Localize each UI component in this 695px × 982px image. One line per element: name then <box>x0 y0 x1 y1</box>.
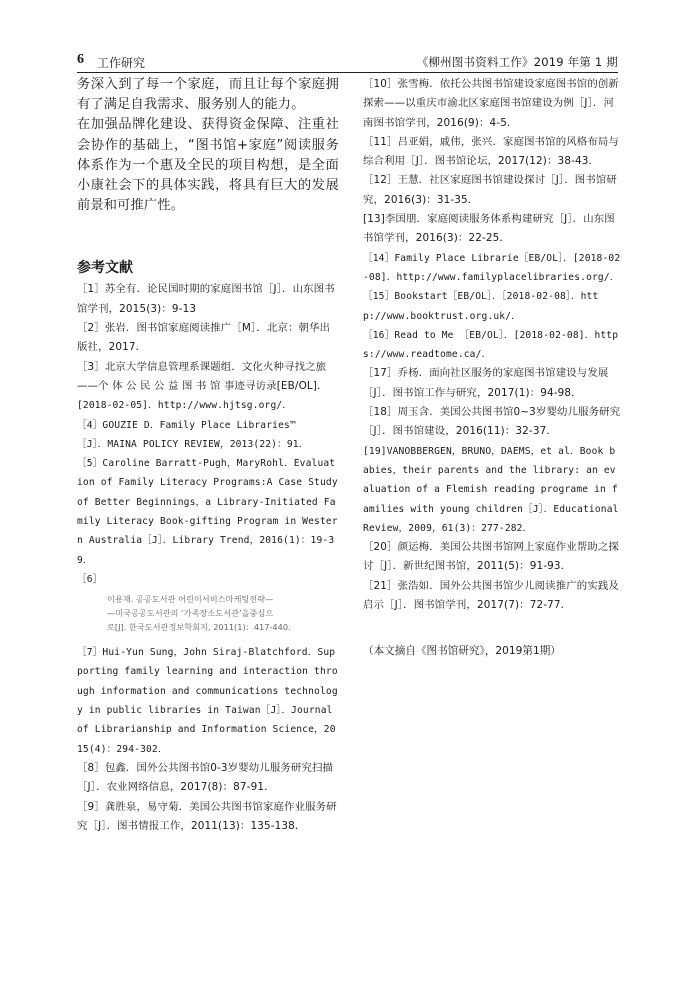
scan-line: 로[J]. 한국도서관정보학회지, 2011(1)：417-440. <box>107 622 291 633</box>
reference-item: ［J］．MAINA POLICY REVIEW，2013(22)：91． <box>77 438 309 450</box>
reference-item: [19]VANOBBERGEN，BRUNO，DAEMS，et al．Book babies，their parents and the library: an evaluation of a Flemish reading programe in families with young children［J］．Educational Review，2009，61(3)：277-282． <box>363 445 619 534</box>
reference-item: ［21］张浩如．国外公共图书馆少儿阅读推广的实践及启示［J］．图书馆学刊，2017(7)：72-77． <box>363 579 619 612</box>
reference-item: ［2］张岩．图书馆家庭阅读推广［M］．北京：朝华出版社，2017． <box>77 322 331 354</box>
reference-item: ［10］张雪梅．依托公共图书馆建设家庭图书馆的创新探索——以重庆市渝北区家庭图书馆建设为例［J］．河南图书馆学刊，2016(9)：4-5． <box>363 78 619 129</box>
page-header <box>77 52 618 72</box>
reference-item: ［9］龚胜泉，易守菊．美国公共图书馆家庭作业服务研究［J］．图书情报工作，2011(13)：135-138． <box>77 800 337 832</box>
reference-item: ［20］颜运梅．美国公共图书馆网上家庭作业帮助之探讨［J］．新世纪图书馆，2011(5)：91-93． <box>363 541 619 573</box>
reference-item: ［15］Bookstart［EB/OL］．［2018-02-08］．http://www.booktrust.org.uk/． <box>363 291 599 322</box>
reference-item: ［18］周玉含．美国公共图书馆0~3岁婴幼儿服务研究［J］．图书馆建设，2016(11)：32-37． <box>363 406 621 438</box>
scan-line: 이용재. 공공도서관 어린이서비스마케팅전략— <box>107 594 274 605</box>
right-column <box>363 75 621 661</box>
reference-item: ［6］ <box>77 573 103 585</box>
source-note: （本文摘自《图书馆研究》，2019第1期） <box>363 645 561 658</box>
reference-item: ［3］北京大学信息管理系课题组．文化火种寻找之旅——个 体 公 民 公 益 图 书 馆 事迹寻访录[EB/OL]． <box>77 360 328 392</box>
reference-item: ［17］乔杨．面向社区服务的家庭图书馆建设与发展［J］．图书馆工作与研究，2017(1)：94-98． <box>363 367 609 399</box>
reference-item: ［11］吕亚娟，戚伟，张兴．家庭图书馆的风格布局与综合利用［J］．图书馆论坛，2017(12)：38-43． <box>363 135 619 168</box>
journal-title: 《柳州图书资料工作》2019 年第 1 期 <box>416 55 618 69</box>
reference-item: ［1］苏全有．论民国时期的家庭图书馆［J］．山东图书馆学刊，2015(3)：9-13 <box>77 283 335 315</box>
reference-item: ［8］包鑫．国外公共图书馆0-3岁婴幼儿服务研究扫描［J］．农业网络信息，2017(8)：87-91． <box>77 761 334 794</box>
korean-citation-scan <box>107 591 312 635</box>
page-number: 6 <box>77 52 84 67</box>
reference-item: ［16］Read to Me ［EB/OL］．[2018-02-08]．https://www.readtome.ca/． <box>363 329 619 361</box>
reference-item: ［14］Family Place Librarie［EB/OL］．[2018-02-08]．http://www.familyplacelibraries.org/． <box>363 252 621 283</box>
reference-item: ［12］王慧．社区家庭图书馆建设探讨［J］．图书馆研究，2016(3)：31-35． <box>363 174 617 206</box>
left-column <box>77 75 339 836</box>
section-title: 工作研究 <box>97 56 146 70</box>
body-paragraph: 务深入到了每一个家庭，而且让每个家庭拥有了满足自我需求、服务别人的能力。 <box>77 77 339 113</box>
reference-item: ［4］GOUZIE D．Family Place Libraries™ <box>77 419 296 431</box>
scan-line: —미국공공도서관의 ‘가족장소도서관’을중심으 <box>107 608 274 619</box>
reference-6-scan-image <box>107 591 312 635</box>
header-rule <box>77 72 618 73</box>
reference-item: [13]李国朋．家庭阅读服务体系构建研究［J］．山东图书馆学刊，2016(3)：22-25． <box>363 213 615 245</box>
reference-item: ［7］Hui-Yun Sung，John Siraj-Blatchford．Supporting family learning and interaction through information and communications technology in public libraries in Taiwan［J］．Journal of Librarianship and Information Science，2015(4)：294-302． <box>77 647 338 755</box>
references-heading: 参考文献 <box>77 260 133 277</box>
body-paragraph: 在加强品牌化建设、获得资金保障、注重社会协作的基础上，“图书馆+家庭”阅读服务体系作为一个惠及全民的项目构想，是全面小康社会下的具体实践，将具有巨大的发展前景和可推广性。 <box>77 117 339 214</box>
reference-item: ［5］Caroline Barratt-Pugh，MaryRohl．Evaluation of Family Literacy Programs:A Case Study of Better Beginnings，a Library-Initiated Family Literacy Book-gifting Program in Western Australia［J］．Library Trend，2016(1)：19-39． <box>77 458 338 566</box>
reference-item: [2018-02-05]．http://www.hjtsg.org/． <box>77 400 293 412</box>
